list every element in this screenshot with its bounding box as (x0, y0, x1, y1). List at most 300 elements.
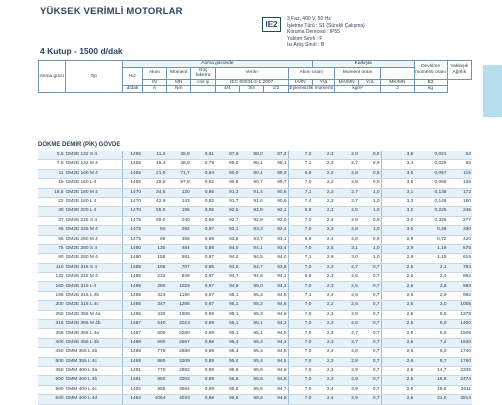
table-cell: 2,3 (312, 357, 334, 366)
table-cell: 1487 (122, 320, 142, 329)
table-cell: 95,6 (239, 376, 263, 385)
table-cell: 2,6 (335, 207, 359, 216)
table-row (38, 188, 472, 197)
col-eff-std: IEC 60034-2-1:2007 (215, 79, 288, 86)
table-cell: 2,6 (381, 301, 414, 310)
table-row (38, 273, 472, 282)
table-cell: GM2E 132 S 4 (65, 151, 123, 160)
table-cell: 7,0 (288, 179, 312, 188)
table-cell: 2,3 (312, 207, 334, 216)
table-cell: 2,6 (381, 385, 414, 394)
table-cell: 89,7 (264, 179, 288, 188)
group-quality: Kalkışta (312, 61, 414, 68)
table-cell: 0,7 (359, 338, 381, 347)
table-row (38, 226, 472, 235)
table-cell: 0,89 (191, 385, 215, 394)
table-cell: 2,8 (335, 216, 359, 225)
table-cell: 7,0 (288, 385, 312, 394)
table-cell: 92,4 (264, 226, 288, 235)
table-cell: 0,7 (359, 385, 381, 394)
table-cell: 1740 (447, 348, 472, 357)
table-cell: 160 (38, 282, 65, 291)
table-cell: 2,8 (335, 179, 359, 188)
table-cell: GMM 400 L 4c (65, 385, 123, 394)
table-cell: 90,1 (239, 169, 263, 178)
table-row (38, 282, 472, 291)
table-cell: 0,88 (191, 348, 215, 357)
table-cell: 94,0 (215, 244, 239, 253)
table-cell: 1470 (122, 197, 142, 206)
table-cell: 7,0 (288, 151, 312, 160)
table-cell: 581 (166, 254, 190, 263)
table-row (38, 151, 472, 160)
table-cell: 2,4 (312, 395, 334, 404)
table-cell: 2,4 (312, 235, 334, 244)
table-cell: 0,86 (191, 263, 215, 272)
table-cell: 94,8 (239, 273, 263, 282)
table-cell: 1,0 (359, 244, 381, 253)
table-cell: GM2E 355 L 4b (65, 338, 123, 347)
table-cell: 2,3 (312, 226, 334, 235)
table-row (38, 329, 472, 338)
table-cell: 94,5 (264, 357, 288, 366)
table-cell: 95,1 (215, 320, 239, 329)
table-cell: 95,1 (239, 329, 263, 338)
col-pf-unit (191, 86, 215, 93)
table-cell: 1,0 (359, 207, 381, 216)
table-cell: 0,89 (191, 329, 215, 338)
table-cell: 30 (38, 207, 65, 216)
table-row (38, 376, 472, 385)
table-cell: 1485 (122, 282, 142, 291)
table-cell: 0,7 (359, 273, 381, 282)
table-cell: 89,0 (215, 160, 239, 169)
table-cell: GM2E 160 L 4 (65, 179, 123, 188)
table-cell: 0,82 (191, 179, 215, 188)
col-current-unit: A (142, 86, 166, 93)
col-pullout: Devrilme momenti oranı (414, 61, 447, 80)
table-row (38, 169, 472, 178)
table-cell: GMM 400 L 4b (65, 376, 123, 385)
table-cell: 0,87 (191, 226, 215, 235)
table-cell: 94,6 (264, 301, 288, 310)
table-cell: 2,7 (335, 263, 359, 272)
table-cell: 21,0 (142, 169, 166, 178)
col-pullout-sym: MK/MN (381, 79, 414, 86)
page-title: YÜKSEK VERİMLİ MOTORLAR (40, 6, 183, 17)
table-row (38, 244, 472, 253)
table-cell: 94,5 (264, 348, 288, 357)
col-eff: Verim (215, 67, 288, 79)
table-cell: 615 (447, 254, 472, 263)
table-cell: 88,0 (239, 151, 263, 160)
table-cell: 2,2 (312, 169, 334, 178)
table-cell: 2,4 (312, 216, 334, 225)
col-inertia: Eylemsizlik momenti (289, 86, 333, 92)
table-cell: 1064 (142, 395, 166, 404)
table-cell: 2,7 (335, 160, 359, 169)
table-cell: 7,0 (288, 348, 312, 357)
table-cell: 3,3 (381, 197, 414, 206)
table-cell: 560 (38, 385, 65, 394)
col-torque-unit: Nm (167, 86, 191, 93)
table-cell: GMM 400 L 4d (65, 395, 123, 404)
table-cell: 3,5 (381, 169, 414, 178)
table-cell: 1470 (122, 207, 142, 216)
col-torque: Moment (167, 67, 191, 79)
table-cell: 120 (166, 188, 190, 197)
table-cell: 0,87 (191, 254, 215, 263)
col-power: Anma gücü (39, 61, 66, 93)
table-cell: 2,9 (335, 395, 359, 404)
table-cell: 2,8 (414, 282, 447, 291)
table-cell: 95,1 (215, 291, 239, 300)
table-cell: 94,1 (264, 273, 288, 282)
col-current: Akım (142, 67, 166, 79)
table-cell: 2,8 (335, 169, 359, 178)
table-cell: 3,4 (381, 160, 414, 169)
table-cell: 6,9 (288, 235, 312, 244)
table-cell: 0,89 (191, 366, 215, 375)
table-row (38, 291, 472, 300)
table-cell: 94,7 (239, 263, 263, 272)
table-cell: 93,1 (264, 235, 288, 244)
table-cell: 143 (166, 197, 190, 206)
table-cell: 860 (142, 357, 166, 366)
table-cell: 0,86 (191, 216, 215, 225)
spec-line: Koruma Derecesi : IP55 (287, 29, 341, 36)
table-cell: 3,0 (381, 216, 414, 225)
table-cell: 80 (142, 226, 166, 235)
table-cell: 95,6 (215, 395, 239, 404)
table-cell: 420 (447, 235, 472, 244)
table-cell: 8,7 (414, 357, 447, 366)
table-cell: 16,9 (414, 376, 447, 385)
table-cell: 94,3 (264, 282, 288, 291)
col-start-torque-sym: MA/MN (334, 79, 358, 86)
table-cell: 2,1 (414, 263, 447, 272)
table-cell: 89,1 (239, 160, 263, 169)
table-cell: GM2E 315 L 4 (65, 282, 123, 291)
table-cell: 95,1 (215, 329, 239, 338)
table-cell: 94,5 (264, 291, 288, 300)
table-cell: 0,9 (359, 160, 381, 169)
table-cell: 770 (142, 366, 166, 375)
table-cell: 2,6 (381, 263, 414, 272)
table-cell: 91,7 (215, 197, 239, 206)
table-cell: 11 (38, 169, 65, 178)
table-cell: 87,9 (215, 151, 239, 160)
table-cell: 0,066 (414, 179, 447, 188)
table-cell: 2,7 (335, 338, 359, 347)
table-cell: 3,1 (335, 244, 359, 253)
table-cell: 0,88 (191, 244, 215, 253)
table-cell: 94,5 (264, 329, 288, 338)
table-cell: GM2E 315 S 4 (65, 263, 123, 272)
table-cell: 3,0 (381, 226, 414, 235)
table-cell: 0,85 (191, 207, 215, 216)
table-cell: 277 (447, 216, 472, 225)
table-cell: 7,0 (288, 395, 312, 404)
table-cell: 185 (38, 291, 65, 300)
table-cell: 132 (38, 273, 65, 282)
table-cell: 1,0 (359, 188, 381, 197)
table-cell: 89,3 (264, 169, 288, 178)
table-cell: 2,6 (335, 291, 359, 300)
table-cell: GM2E 355 L 4a (65, 329, 123, 338)
table-cell: 2,8 (335, 226, 359, 235)
table-cell: 94,9 (215, 282, 239, 291)
table-cell: 92,1 (264, 207, 288, 216)
table-cell: 860 (142, 376, 166, 385)
col-weight-unit: kg (414, 86, 447, 93)
table-cell: GM2E 160 M 4 (65, 169, 123, 178)
table-cell: 982 (447, 291, 472, 300)
table-cell: 90,6 (264, 188, 288, 197)
table-cell: 2,3 (312, 310, 334, 319)
table-cell: 2,6 (381, 348, 414, 357)
table-cell: GM2E 355 M 4a (65, 310, 123, 319)
table-cell: 0,87 (191, 301, 215, 310)
table-cell: GM2E 132 M 4 (65, 160, 123, 169)
table-cell: 94,8 (264, 376, 288, 385)
table-cell: 315 (38, 320, 65, 329)
table-cell: 94,2 (264, 320, 288, 329)
table-cell: 0,9 (359, 179, 381, 188)
table-cell: 2,6 (381, 366, 414, 375)
table-cell: 2,7 (335, 188, 359, 197)
table-cell: 7,0 (288, 338, 312, 347)
col-start-torque: Moment oranı (334, 67, 380, 79)
table-cell: 15,4 (142, 160, 166, 169)
table-row (38, 263, 472, 272)
table-cell: 6,5 (414, 329, 447, 338)
table-cell: 1,19 (414, 244, 447, 253)
table-cell: 90 (38, 254, 65, 263)
table-cell: 93,4 (264, 244, 288, 253)
table-cell: 0,89 (191, 395, 215, 404)
table-cell: 540 (142, 320, 166, 329)
table-cell: 2023 (166, 320, 190, 329)
table-cell: 6,9 (288, 169, 312, 178)
table-cell: 130 (142, 244, 166, 253)
table-row (38, 310, 472, 319)
table-cell: 1,0 (359, 226, 381, 235)
spec-list (287, 16, 365, 49)
table-cell: 110 (38, 263, 65, 272)
table-cell: 55,0 (142, 207, 166, 216)
table-cell: 75 (38, 244, 65, 253)
table-cell: 7,0 (288, 244, 312, 253)
table-cell: 92,8 (239, 207, 263, 216)
condition-heading: DÖKME DEMİR (PİK) GÖVDE (38, 142, 121, 148)
table-cell: 7,5 (38, 160, 65, 169)
table-cell: 0,7 (359, 348, 381, 357)
table-cell: 92,5 (215, 207, 239, 216)
table-cell: 2,3 (312, 291, 334, 300)
table-cell: 2,3 (312, 282, 334, 291)
table-cell: 2,3 (312, 160, 334, 169)
table-cell: 7,0 (288, 226, 312, 235)
table-cell: 1487 (122, 329, 142, 338)
table-cell: GM2E 180 M 4 (65, 188, 123, 197)
col-current-sym: IN (142, 79, 166, 86)
table-cell: 0,9 (359, 151, 381, 160)
table-cell: 0,7 (359, 357, 381, 366)
table-cell: 0,85 (191, 188, 215, 197)
table-cell: 7,0 (288, 216, 312, 225)
table-cell: 2,6 (381, 320, 414, 329)
table-cell: 94,3 (264, 338, 288, 347)
table-cell: 3,0 (335, 254, 359, 263)
table-row (38, 338, 472, 347)
table-cell: 2,8 (335, 357, 359, 366)
table-cell: 14,7 (414, 366, 447, 375)
table-cell: 2,6 (335, 282, 359, 291)
table-cell: 2,9 (335, 376, 359, 385)
table-cell: 0,7 (359, 263, 381, 272)
table-cell: 90,6 (264, 197, 288, 206)
table-cell: 2,3 (312, 197, 334, 206)
table-cell: 0,7 (359, 310, 381, 319)
table-cell: 95,6 (215, 376, 239, 385)
table-cell: 2,4 (414, 273, 447, 282)
table-cell: 605 (142, 329, 166, 338)
table-cell: 2,9 (381, 244, 414, 253)
table-cell: 2,8 (335, 348, 359, 357)
col-yd: Y/Δ (312, 79, 334, 86)
table-cell: 2,8 (381, 254, 414, 263)
table-cell: 0,72 (414, 235, 447, 244)
table-cell: 2,3 (312, 188, 334, 197)
table-cell: 19,6 (414, 385, 447, 394)
table-row (38, 254, 472, 263)
table-cell: 91,3 (215, 188, 239, 197)
table-cell: 2,9 (414, 291, 447, 300)
table-cell: GM2E 315 M 4 (65, 273, 123, 282)
table-cell: 3584 (166, 385, 190, 394)
table-cell: 1488 (122, 348, 142, 357)
table-cell: 245 (447, 207, 472, 216)
table-cell: 0,88 (191, 357, 215, 366)
table-cell: 22 (38, 197, 65, 206)
table-cell: 7,0 (288, 366, 312, 375)
table-cell: 232 (142, 273, 166, 282)
table-cell: 7,4 (288, 197, 312, 206)
table-cell: 2,8 (335, 310, 359, 319)
table-cell: 95,2 (239, 291, 263, 300)
table-cell: 0,88 (191, 310, 215, 319)
table-row (38, 357, 472, 366)
sidebar-tab[interactable] (483, 65, 502, 117)
col-speed-unit: d/dak (122, 86, 142, 93)
table-cell: 2,2 (312, 179, 334, 188)
table-cell: 94,5 (215, 263, 239, 272)
table-cell: 7,1 (288, 291, 312, 300)
table-cell: 1488 (122, 338, 142, 347)
table-cell: 93,7 (239, 235, 263, 244)
table-cell: 1378 (447, 310, 472, 319)
table-cell: 2,6 (335, 273, 359, 282)
table-cell: 90,8 (215, 179, 239, 188)
table-row (38, 301, 472, 310)
table-cell: GM2E 315 L 4b (65, 291, 123, 300)
table-cell: 0,87 (191, 273, 215, 282)
table-cell: 0,7 (359, 282, 381, 291)
table-cell: 7,1 (288, 160, 312, 169)
table-cell: GM2E 250 M 4 (65, 235, 123, 244)
table-cell: 15 (38, 179, 65, 188)
table-cell: 95,1 (215, 301, 239, 310)
table-cell: 172 (447, 188, 472, 197)
table-cell: 0,7 (359, 320, 381, 329)
table-cell: 2,2 (312, 301, 334, 310)
table-cell: 2,9 (381, 235, 414, 244)
table-cell: GM2E 315 L 4c (65, 301, 123, 310)
table-cell: 158 (142, 254, 166, 263)
table-cell: 135 (447, 179, 472, 188)
table-cell: 0,84 (191, 169, 215, 178)
table-cell: 95,3 (239, 310, 263, 319)
table-cell: 95,0 (239, 282, 263, 291)
table-cell: 48,9 (166, 160, 190, 169)
table-cell: 0,7 (359, 376, 381, 385)
table-cell: 2,3 (312, 376, 334, 385)
col-type: Tip (65, 61, 122, 93)
table-cell: GMM 355 L 4b (65, 348, 123, 357)
table-cell: 2,6 (381, 273, 414, 282)
table-cell: 2,9 (335, 385, 359, 394)
table-cell: 1488 (122, 357, 142, 366)
table-cell: 0,87 (191, 282, 215, 291)
table-cell: 6,9 (288, 207, 312, 216)
table-cell: 91,6 (239, 197, 263, 206)
table-cell: 0,025 (414, 160, 447, 169)
table-cell: 7,1 (288, 188, 312, 197)
table-cell: 5,5 (414, 310, 447, 319)
table-cell: 95,6 (215, 366, 239, 375)
table-cell: 1505 (447, 329, 472, 338)
table-cell: 95,4 (215, 357, 239, 366)
table-cell: 93,5 (215, 235, 239, 244)
table-cell: 7,0 (288, 263, 312, 272)
col-start-current-sym: IA/IN (288, 79, 312, 86)
col-start-current: Akım oranı (288, 67, 334, 79)
ie2-badge: IE2 (262, 17, 281, 32)
table-cell: 1608 (166, 310, 190, 319)
table-cell: 2,5 (312, 244, 334, 253)
table-cell: 430 (142, 310, 166, 319)
table-cell: 1480 (122, 254, 142, 263)
table-cell: 355 (38, 329, 65, 338)
spec-line: İşletme Türü : S1 (Sürekli Çalışma) (287, 22, 365, 29)
col-inertia-sym: J (381, 86, 414, 93)
table-cell: 45 (38, 226, 65, 235)
table-cell: 2280 (166, 329, 190, 338)
table-cell: 1,0 (359, 254, 381, 263)
table-cell: 94,2 (215, 254, 239, 263)
table-cell: 3,5 (381, 179, 414, 188)
table-cell: 1485 (122, 263, 142, 272)
table-cell: 1475 (122, 235, 142, 244)
section-title: 4 Kutup - 1500 d/dak (40, 46, 123, 56)
table-cell: 95,6 (239, 385, 263, 394)
table-cell: 3202 (166, 376, 190, 385)
table-cell: 94,8 (264, 366, 288, 375)
table-cell: 784 (447, 263, 472, 272)
table-cell: 0,7 (359, 329, 381, 338)
col-eff-load: 1/2 (264, 86, 288, 93)
